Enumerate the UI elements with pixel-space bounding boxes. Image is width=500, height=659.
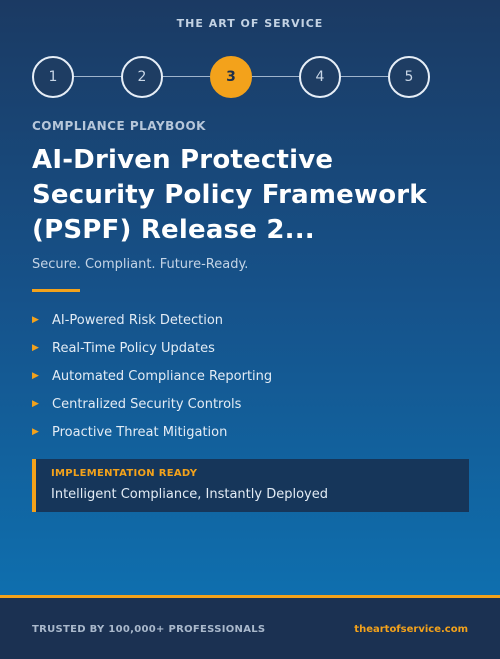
title-line: Security Policy Framework xyxy=(32,180,427,210)
feature-text: AI-Powered Risk Detection xyxy=(52,312,224,328)
step-connector xyxy=(161,76,210,77)
progress-stepper xyxy=(32,56,430,98)
brand-name: THE ART OF SERVICE xyxy=(176,17,324,30)
title-line: AI-Driven Protective xyxy=(32,145,334,175)
feature-text: Automated Compliance Reporting xyxy=(52,368,273,384)
step-4[interactable]: 4 xyxy=(299,56,341,98)
step-connector xyxy=(339,76,388,77)
footer xyxy=(0,595,500,659)
triangle-bullet-icon: ▶ xyxy=(32,315,39,325)
feature-list xyxy=(32,306,272,446)
feature-text: Proactive Threat Mitigation xyxy=(52,424,228,440)
triangle-bullet-icon: ▶ xyxy=(32,427,39,437)
callout-label: IMPLEMENTATION READY xyxy=(51,468,198,479)
step-connector xyxy=(250,76,299,77)
step-3-active[interactable]: 3 xyxy=(210,56,252,98)
accent-divider xyxy=(32,289,80,292)
feature-item xyxy=(32,362,272,390)
feature-item xyxy=(32,334,272,362)
feature-text: Real-Time Policy Updates xyxy=(52,340,215,356)
feature-item xyxy=(32,306,272,334)
step-5[interactable]: 5 xyxy=(388,56,430,98)
page-title xyxy=(32,143,482,248)
feature-text: Centralized Security Controls xyxy=(52,396,242,412)
trust-statement: TRUSTED BY 100,000+ PROFESSIONALS xyxy=(32,624,266,635)
step-1[interactable]: 1 xyxy=(32,56,74,98)
feature-item xyxy=(32,418,272,446)
title-line: (PSPF) Release 2... xyxy=(32,215,315,245)
triangle-bullet-icon: ▶ xyxy=(32,399,39,409)
tagline: Secure. Compliant. Future-Ready. xyxy=(32,257,249,272)
step-2[interactable]: 2 xyxy=(121,56,163,98)
website-link[interactable]: theartofservice.com xyxy=(354,624,468,635)
callout-text: Intelligent Compliance, Instantly Deployed xyxy=(51,487,328,502)
step-connector xyxy=(72,76,121,77)
triangle-bullet-icon: ▶ xyxy=(32,343,39,353)
triangle-bullet-icon: ▶ xyxy=(32,371,39,381)
feature-item xyxy=(32,390,272,418)
category-label: COMPLIANCE PLAYBOOK xyxy=(32,119,206,133)
implementation-callout xyxy=(32,459,469,512)
